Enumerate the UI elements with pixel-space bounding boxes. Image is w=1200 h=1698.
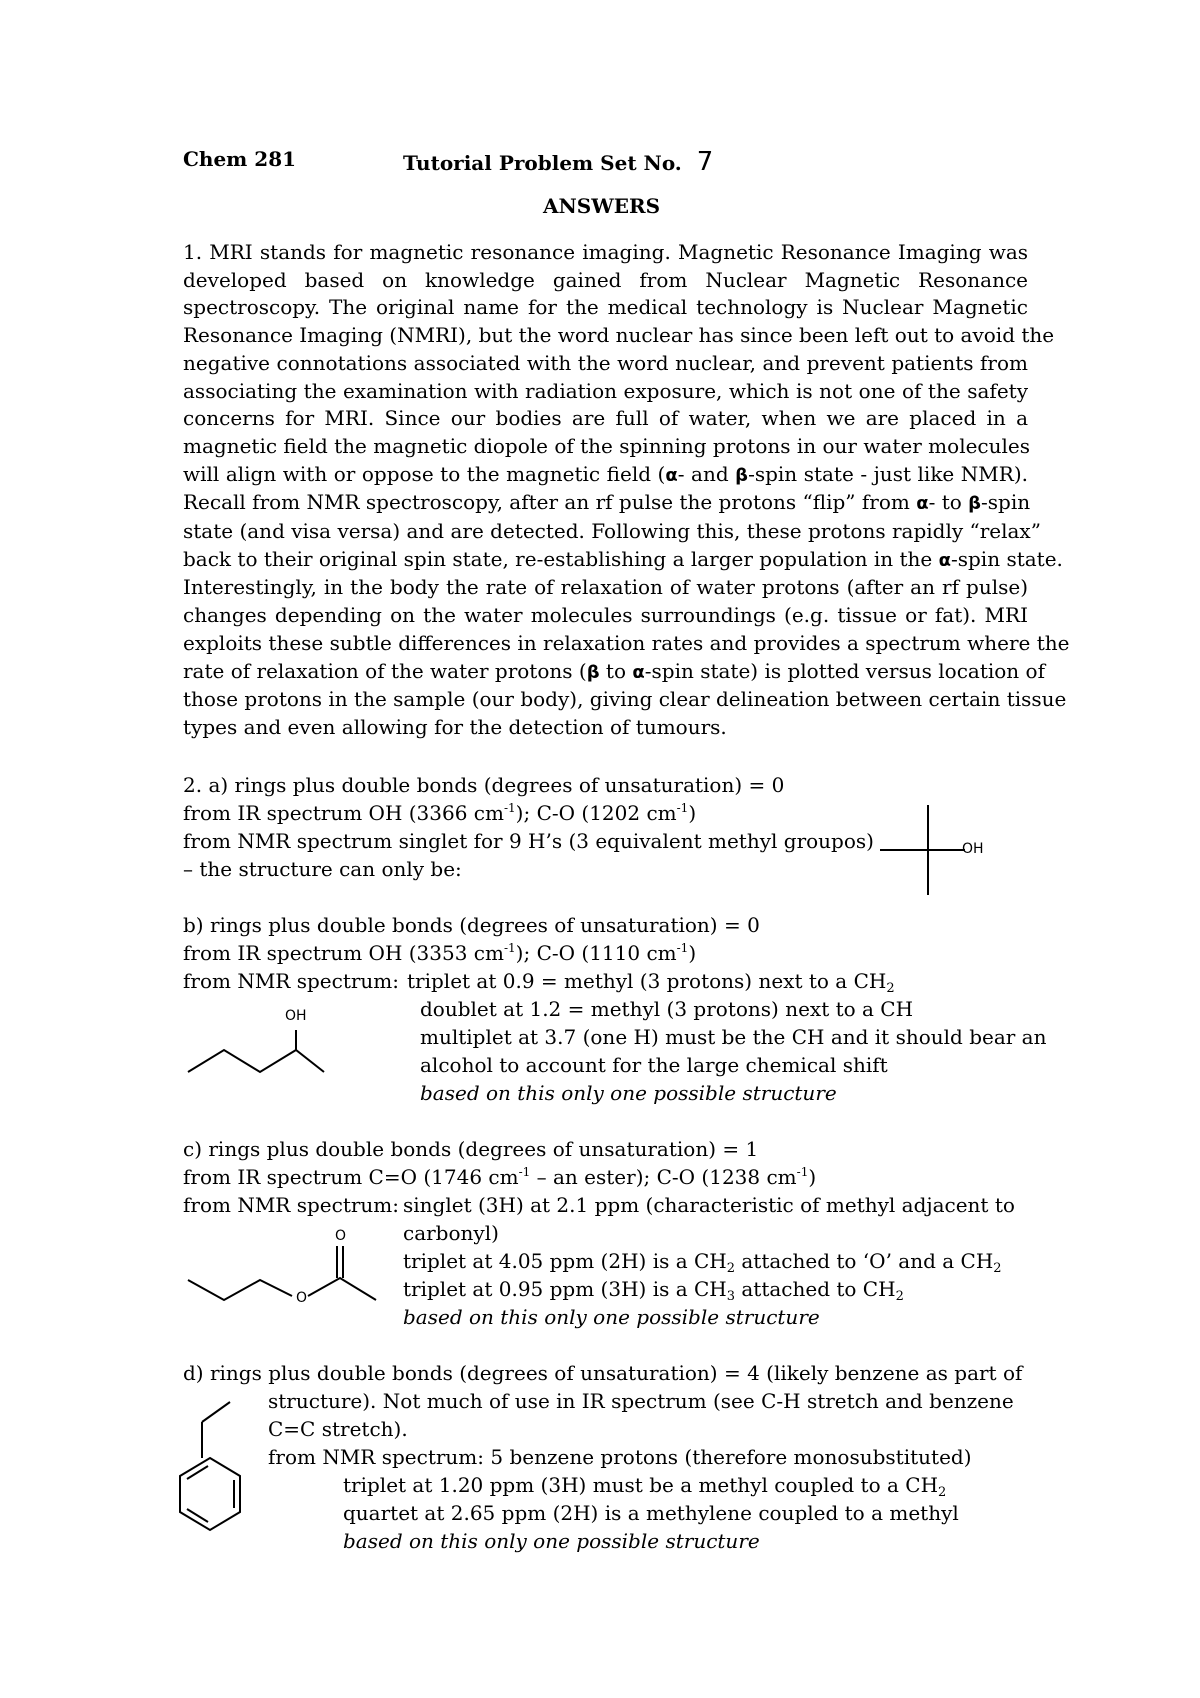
q2b-multiplet-cont: alcohol to account for the large chemical shift xyxy=(420,1053,888,1077)
q2d-nmr: from NMR spectrum: 5 benzene protons (therefore monosubstituted) xyxy=(268,1445,972,1469)
q1-line: rate of relaxation of the water protons (β to α-spin state) is plotted versus location of xyxy=(183,658,1045,683)
q1-line: types and even allowing for the detection of tumours. xyxy=(183,714,727,739)
q1-line: those protons in the sample (our body), giving clear delineation between certain tissue xyxy=(183,687,1067,712)
beta-symbol: β xyxy=(586,661,600,683)
q2a-nmr: from NMR spectrum singlet for 9 H’s (3 equivalent methyl groupos) xyxy=(183,829,874,853)
q1-line: Recall from NMR spectroscopy, after an rf pulse the protons “flip” from α- to β-spin xyxy=(183,490,1031,515)
q1-line: back to their original spin state, re-establishing a larger population in the α-spin state. xyxy=(183,546,1063,571)
2-butanol-structure xyxy=(180,1010,340,1090)
q1-line: concerns for MRI. Since our bodies are full of water, when we are placed in a xyxy=(183,406,1028,431)
q2c-singlet-cont: carbonyl) xyxy=(403,1221,499,1245)
q2d-ir-1: structure). Not much of use in IR spectrum (see C-H stretch and benzene xyxy=(268,1389,1014,1413)
benzene-ring xyxy=(180,1458,240,1530)
course-code: Chem 281 xyxy=(183,147,297,171)
q1-line: magnetic field the magnetic diopole of the spinning protons in our water molecules xyxy=(183,433,1031,458)
bond xyxy=(202,1402,230,1422)
double-bond xyxy=(187,1509,208,1522)
alpha-symbol: α xyxy=(938,549,951,571)
q2b-conclusion: based on this only one possible structure xyxy=(420,1081,837,1105)
problem-set-number: 7 xyxy=(696,147,714,177)
q2b-unsaturation: b) rings plus double bonds (degrees of unsaturation) = 0 xyxy=(183,913,760,937)
q2c-triplet-2: triplet at 0.95 ppm (3H) is a $CH_3$ attached to $CH_2$ xyxy=(403,1277,904,1304)
q2c-triplet-1: triplet at 4.05 ppm (2H) is a $CH_2$ attached to ‘O’ and a $CH_2$ xyxy=(403,1249,1002,1276)
q2b-multiplet: multiplet at 3.7 (one H) must be the CH and it should bear an xyxy=(420,1025,1047,1049)
alpha-symbol: α xyxy=(632,661,645,683)
q2d-triplet: triplet at 1.20 ppm (3H) must be a methyl coupled to a $CH_2$ xyxy=(343,1473,947,1500)
q2c-unsaturation: c) rings plus double bonds (degrees of unsaturation) = 1 xyxy=(183,1137,759,1161)
q2a-conclusion: – the structure can only be: xyxy=(183,857,462,881)
q1-paragraph xyxy=(183,239,1070,742)
q2c-singlet: singlet (3H) at 2.1 ppm (characteristic of methyl adjacent to xyxy=(403,1193,1015,1217)
q2d-quartet: quartet at 2.65 ppm (2H) is a methylene coupled to a methyl xyxy=(343,1501,959,1525)
problem-set-title xyxy=(403,147,713,177)
q1-line: 1. MRI stands for magnetic resonance imaging. Magnetic Resonance Imaging was xyxy=(183,240,1028,264)
q2b-ir: from IR spectrum OH (3353 $cm^{-1}$); C-O (1110 $cm^{-1}$) xyxy=(183,941,697,965)
bond xyxy=(188,1280,292,1300)
q2a-unsaturation: 2. a) rings plus double bonds (degrees of unsaturation) = 0 xyxy=(183,773,785,797)
q1-line: state (and visa versa) and are detected. Following this, these protons rapidly “relax” xyxy=(183,519,1041,544)
carbonyl-o-label: O xyxy=(335,1228,347,1244)
alpha-symbol: α xyxy=(916,493,929,515)
q2c-ir: from IR spectrum C=O (1746 $cm^{-1}$ – an ester); C-O (1238 $cm^{-1}$) xyxy=(183,1165,817,1189)
oh-label: OH xyxy=(285,1008,307,1024)
q2c-nmr-label: from NMR spectrum: xyxy=(183,1193,400,1217)
bond xyxy=(188,1050,324,1072)
q2d-conclusion: based on this only one possible structure xyxy=(343,1529,760,1553)
beta-symbol: β xyxy=(735,464,749,486)
answers-heading: ANSWERS xyxy=(543,194,661,218)
q1-line: Resonance Imaging (NMRI), but the word nuclear has since been left out to avoid the xyxy=(183,323,1055,348)
q2d-unsaturation: d) rings plus double bonds (degrees of unsaturation) = 4 (likely benzene as part of xyxy=(183,1361,1023,1385)
problem-set-title-text: Tutorial Problem Set No. xyxy=(403,151,682,175)
q1-line: spectroscopy. The original name for the medical technology is Nuclear Magnetic xyxy=(183,295,1028,320)
q1-line: associating the examination with radiation exposure, which is not one of the safety xyxy=(183,378,1028,403)
q2d-ir-2: C=C stretch). xyxy=(268,1417,408,1441)
oh-label: OH xyxy=(962,841,984,857)
alpha-symbol: α xyxy=(665,464,678,486)
double-bond xyxy=(187,1466,208,1479)
ester-o-label: O xyxy=(296,1290,308,1306)
propyl-acetate-structure xyxy=(180,1228,380,1308)
q1-line: Interestingly, in the body the rate of relaxation of water protons (after an rf pulse) xyxy=(183,575,1028,600)
q2b-doublet: doublet at 1.2 = methyl (3 protons) next to a CH xyxy=(420,997,914,1021)
q1-line: changes depending on the water molecules surroundings (e.g. tissue or fat). MRI xyxy=(183,603,1028,628)
beta-symbol: β xyxy=(968,493,982,515)
q1-line: exploits these subtle differences in relaxation rates and provides a spectrum where the xyxy=(183,630,1070,655)
bond xyxy=(308,1278,376,1300)
q1-line: will align with or oppose to the magnetic field (α- and β-spin state - just like NMR). xyxy=(183,461,1028,486)
q2b-nmr-label: from NMR spectrum: xyxy=(183,969,400,993)
q1-line: negative connotations associated with the word nuclear, and prevent patients from xyxy=(183,350,1028,375)
q2a-ir: from IR spectrum OH (3366 $cm^{-1}$); C-O (1202 $cm^{-1}$) xyxy=(183,801,697,825)
q1-line: developed based on knowledge gained from Nuclear Magnetic Resonance xyxy=(183,267,1028,292)
q2b-triplet: triplet at 0.9 = methyl (3 protons) next to a $CH_2$ xyxy=(407,969,895,996)
q2c-conclusion: based on this only one possible structure xyxy=(403,1305,820,1329)
ethylbenzene-structure xyxy=(180,1398,270,1568)
